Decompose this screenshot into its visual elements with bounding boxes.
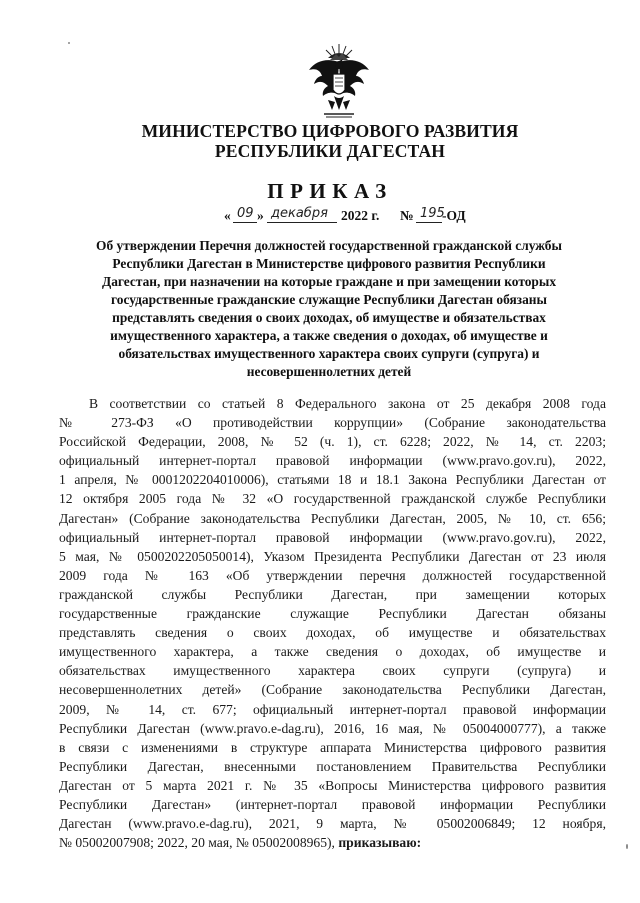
number-underline (416, 222, 442, 223)
body-line: несовершеннолетних детей» (Собрание законодательства Республики Дагестан, (59, 682, 606, 698)
body-line: официальный интернет-портал правовой информации (www.pravo.gov.ru), 2022, (59, 529, 606, 545)
closing-word: приказываю: (338, 835, 422, 851)
order-preamble (59, 394, 606, 852)
subject-line: Республики Дагестан в Министерстве цифрового развития Республики (112, 256, 546, 271)
order-number: 195 (420, 206, 445, 221)
scan-speck (626, 844, 628, 849)
body-line: Дагестан» (Собрание законодательства Республики Дагестан, 2005, № 10, ст. 656; (59, 510, 606, 526)
subject-line: обязательствах имущественного характера своих супруги (супруга) и (118, 346, 540, 361)
body-line: официальный интернет-портал правовой информации (www.pravo.gov.ru), 2022, (59, 453, 606, 469)
order-subject (66, 237, 592, 381)
body-line: Дагестан (www.pravo.e-dag.ru), 2021, 9 марта, № 05002006849; 12 ноября, (59, 816, 606, 832)
body-line: 12 октября 2005 года № 32 «О государственной гражданской службе Республики (59, 491, 606, 507)
body-line: Республики Дагестан, внесенными постановлением Правительства Республики (59, 758, 606, 774)
order-day: 09 (237, 206, 254, 221)
subject-line: Об утверждении Перечня должностей государственной гражданской службы (96, 238, 562, 253)
subject-line: Дагестан, при назначении на которые граждане и при замещении которых (101, 274, 557, 289)
subject-line: представлять сведения о своих доходах, об имуществе и обязательствах (112, 310, 546, 325)
number-suffix: -ОД (442, 208, 466, 223)
order-year: 2022 г. (341, 208, 380, 223)
body-line: Республики Дагестан (www.pravo.e-dag.ru), 2016, 16 мая, № 05004000777), а также (59, 720, 606, 736)
day-underline (233, 222, 257, 223)
body-line: Дагестан от 5 марта 2021 г. № 35 «Вопросы Министерства цифрового развития (59, 777, 606, 793)
subject-line: государственные гражданские служащие Республики Дагестан обязаны (111, 292, 547, 307)
body-line: Российской Федерации, 2008, № 52 (ч. 1), ст. 6228; 2022, № 14, ст. 2203; (59, 434, 606, 450)
body-line: в связи с изменениями в структуре аппарата Министерства цифрового развития (59, 739, 606, 755)
subject-line: несовершеннолетних детей (246, 364, 412, 379)
body-line: 5 мая, № 0500202205050014), Указом Президента Республики Дагестан от 23 июля (59, 548, 606, 564)
body-line: № 05002007908; 2022, 20 мая, № 05002008965), (59, 835, 335, 851)
order-title: ПРИКАЗ (267, 179, 393, 203)
body-line: гражданской службы Республики Дагестан, при замещении которых (59, 586, 606, 602)
scan-speck (68, 42, 70, 44)
month-underline (267, 222, 337, 223)
date-close-quote: » (257, 208, 264, 223)
body-line: имущественного характера, а также сведения о доходах, об имуществе и (59, 644, 606, 660)
body-last-line (59, 833, 606, 852)
body-line: № 273-ФЗ «О противодействии коррупции» (Собрание законодательства (59, 415, 606, 431)
body-line: 2009 года № 163 «Об утверждении перечня должностей государственной (59, 567, 606, 583)
body-line: государственные гражданские служащие Республики Дагестан обязаны (59, 606, 606, 622)
body-line: 2009, № 14, ст. 677; официальный интернет-портал правовой информации (59, 701, 606, 717)
ministry-name-line-2: РЕСПУБЛИКИ ДАГЕСТАН (214, 141, 446, 161)
ministry-name-line-1: МИНИСТЕРСТВО ЦИФРОВОГО РАЗВИТИЯ (141, 121, 519, 141)
date-open-quote: « (224, 208, 231, 223)
body-line: Республики Дагестан» (интернет-портал правовой информации Республики (59, 796, 606, 812)
subject-line: имущественного характера, а также сведения о доходах, об имуществе и (110, 328, 548, 343)
number-sign: № (400, 208, 414, 223)
body-line: В соответствии со статьей 8 Федерального закона от 25 декабря 2008 года (89, 396, 606, 411)
body-line: обязательствах имущественного характера своих супруги (супруга) и (59, 663, 606, 679)
dagestan-emblem-icon (306, 40, 372, 122)
body-line: представлять сведения о своих доходах, об имуществе и обязательствах (59, 625, 606, 641)
order-month: декабря (271, 206, 328, 221)
body-line: 1 апреля, № 0001202204010006), статьями 18 и 18.1 Закона Республики Дагестан от (59, 472, 606, 488)
